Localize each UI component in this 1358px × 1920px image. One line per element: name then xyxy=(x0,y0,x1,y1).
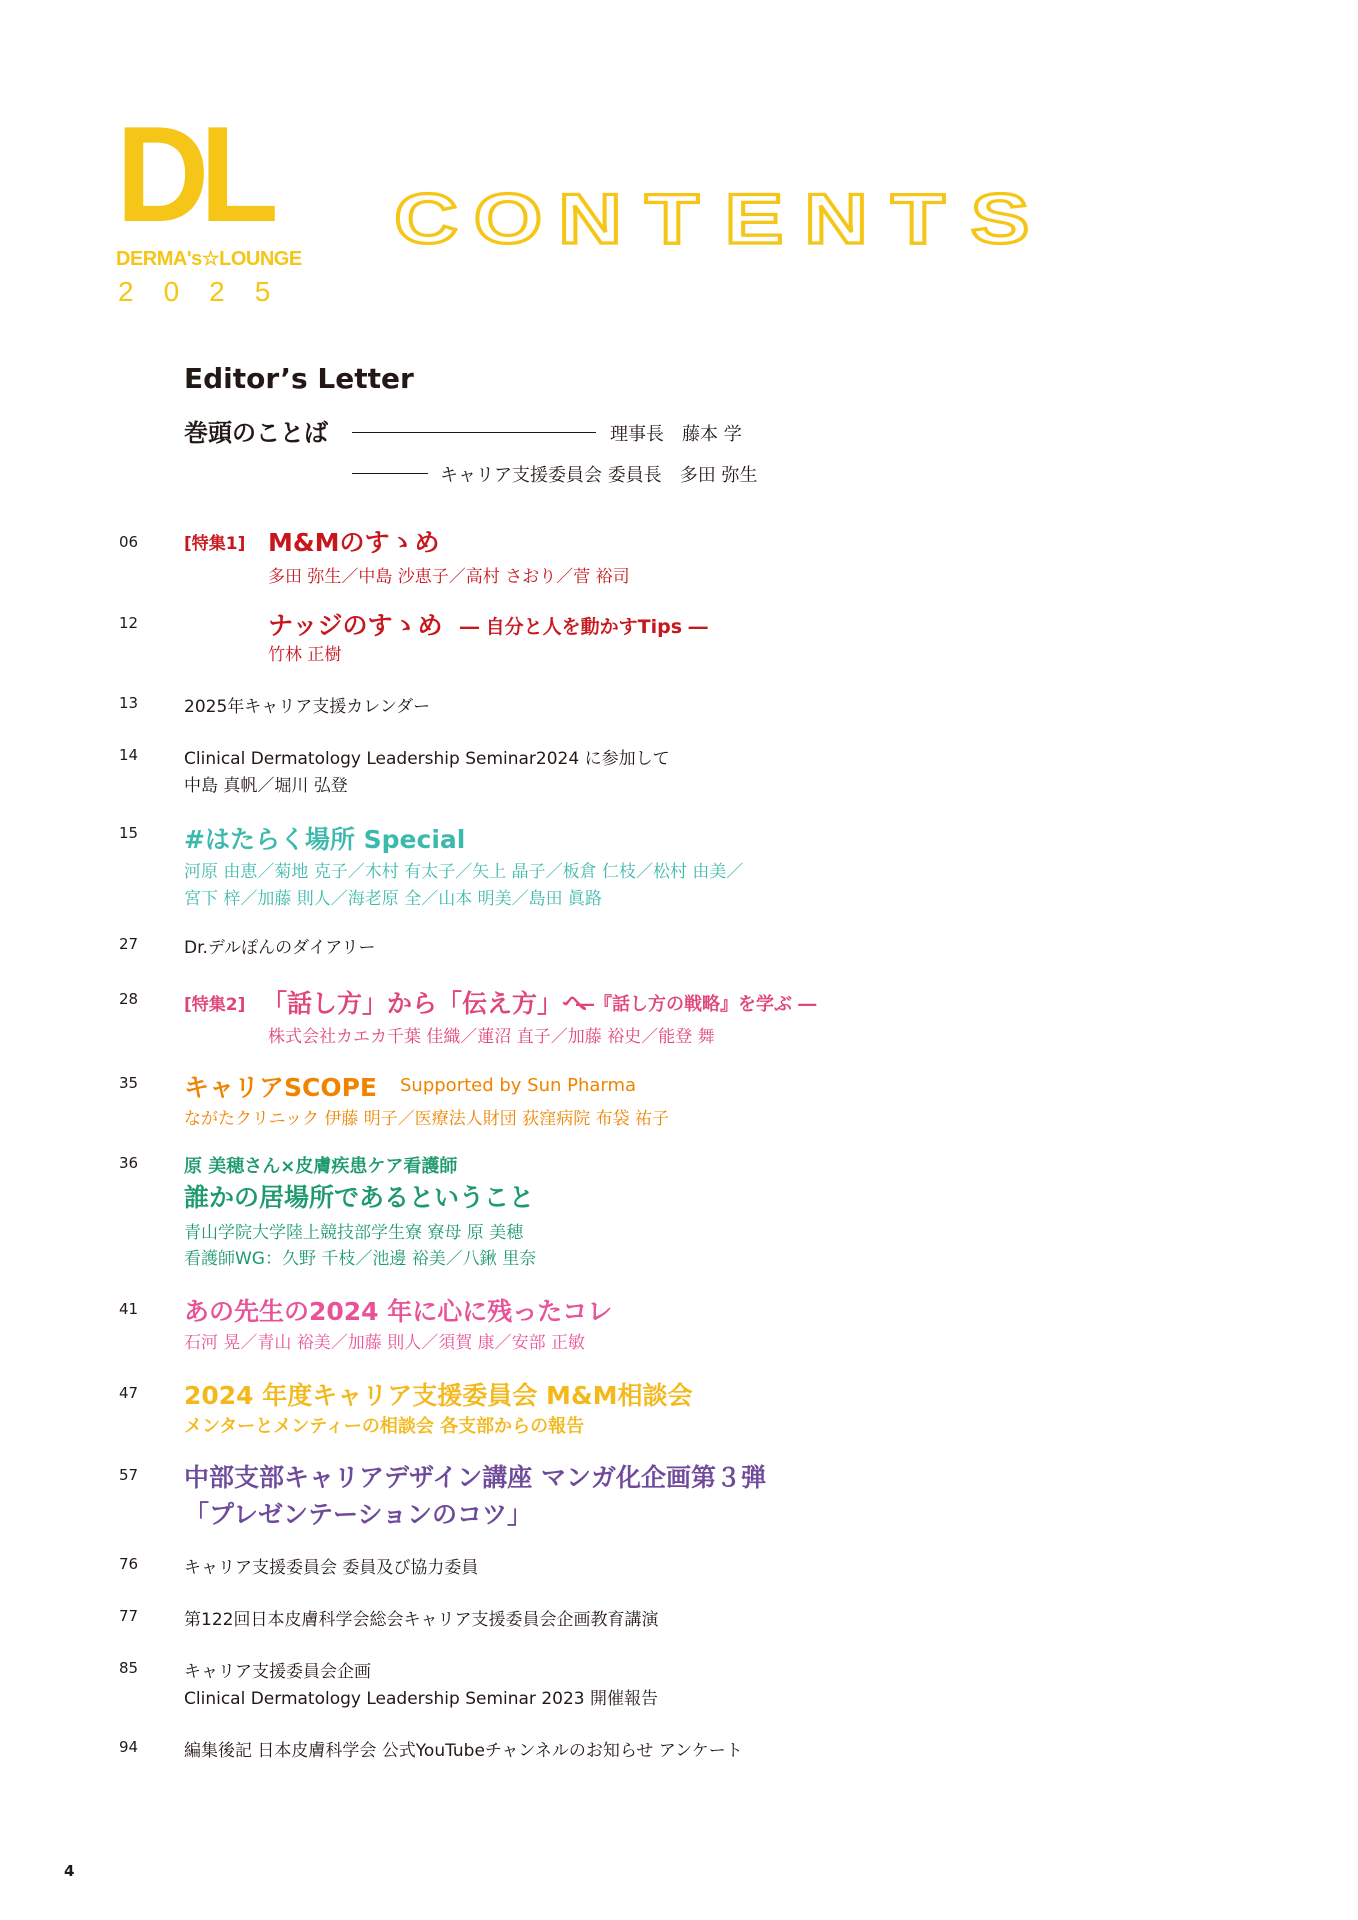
page-number: 35 xyxy=(119,1074,139,1092)
entry-subtitle: メンターとメンティーの相談会 各支部からの報告 xyxy=(184,1416,585,1437)
leader-line xyxy=(352,473,428,474)
page-number: 13 xyxy=(119,694,139,712)
entry-title: 編集後記 日本皮膚科学会 公式YouTubeチャンネルのお知らせ アンケート xyxy=(184,1741,743,1761)
entry-title: ナッジのすゝめ xyxy=(268,611,443,640)
contents-letter: S xyxy=(970,179,1030,259)
contents-letter: C xyxy=(394,179,458,259)
entry-title: キャリア支援委員会 委員及び協力委員 xyxy=(184,1558,479,1578)
editor-author-1: 理事長 藤本 学 xyxy=(610,424,742,445)
contents-letter: T xyxy=(645,179,699,259)
page-number: 77 xyxy=(119,1607,139,1625)
entry-title: 2024 年度キャリア支援委員会 M&M相談会 xyxy=(184,1381,693,1410)
entry-title: #はたらく場所 Special xyxy=(184,825,466,854)
page-number: 36 xyxy=(119,1154,139,1172)
entry-title: 「話し方」から「伝え方」へ xyxy=(262,989,588,1018)
feature-tag: [特集1] xyxy=(184,534,246,554)
entry-title: キャリア支援委員会企画 xyxy=(184,1662,371,1682)
entry-kicker: 原 美穂さん×皮膚疾患ケア看護師 xyxy=(184,1156,458,1177)
contents-letter: O xyxy=(473,179,543,259)
entry-authors: 中島 真帆／堀川 弘登 xyxy=(184,776,348,796)
entry-title: M&Mのすゝめ xyxy=(268,528,440,557)
leader-line xyxy=(352,432,596,433)
entry-authors: 多田 弥生／中島 沙恵子／高村 さおり／菅 裕司 xyxy=(268,567,630,587)
page-number: 15 xyxy=(119,824,139,842)
entry-authors: 河原 由恵／菊地 克子／木村 有太子／矢上 晶子／板倉 仁枝／松村 由美／ xyxy=(184,862,744,882)
kanto-heading: 巻頭のことば xyxy=(184,419,328,447)
page-number: 41 xyxy=(119,1300,139,1318)
feature-tag: [特集2] xyxy=(184,995,246,1015)
entry-title: あの先生の2024 年に心に残ったコレ xyxy=(184,1297,613,1326)
dl-logo-year: 2025 xyxy=(118,276,301,307)
page-number: 76 xyxy=(119,1555,139,1573)
page-number: 28 xyxy=(119,990,139,1008)
page-number: 14 xyxy=(119,746,139,764)
contents-letter: E xyxy=(724,179,784,259)
entry-title-extra: ―『話し方の戦略』を学ぶ ― xyxy=(576,994,817,1015)
page-number: 85 xyxy=(119,1659,139,1677)
dl-logo-mark: DL xyxy=(116,98,270,250)
entry-authors: 青山学院大学陸上競技部学生寮 寮母 原 美穂 xyxy=(184,1223,524,1243)
entry-title: 2025年キャリア支援カレンダー xyxy=(184,697,431,717)
contents-heading xyxy=(385,174,1041,264)
page-folio: 4 xyxy=(64,1862,75,1880)
entry-title: 第122回日本皮膚科学会総会キャリア支援委員会企画教育講演 xyxy=(184,1610,659,1630)
entry-title: キャリアSCOPE xyxy=(184,1073,378,1102)
page-number: 94 xyxy=(119,1738,139,1756)
entry-title: Clinical Dermatology Leadership Seminar2024 に参加して xyxy=(184,749,670,769)
contents-letter: N xyxy=(558,179,622,259)
entry-authors: 看護師WG：久野 千枝／池邊 裕美／八鍬 里奈 xyxy=(184,1249,537,1269)
entry-authors: 株式会社カエカ千葉 佳織／蓮沼 直子／加藤 裕史／能登 舞 xyxy=(268,1027,715,1047)
page-number: 47 xyxy=(119,1384,139,1402)
entry-title: Dr.デルぽんのダイアリー xyxy=(184,938,376,958)
entry-title-line2: Clinical Dermatology Leadership Seminar 2023 開催報告 xyxy=(184,1689,658,1709)
entry-title-line2: 「プレゼンテーションのコツ」 xyxy=(184,1500,533,1529)
dl-logo-subtitle: DERMA's☆LOUNGE xyxy=(116,248,302,270)
entry-authors: ながたクリニック 伊藤 明子／医療法人財団 荻窪病院 布袋 祐子 xyxy=(184,1109,669,1129)
page-number: 06 xyxy=(119,533,139,551)
page-number: 27 xyxy=(119,935,139,953)
entry-title: 中部支部キャリアデザイン講座 マンガ化企画第３弾 xyxy=(184,1463,766,1492)
entry-authors: 宮下 梓／加藤 則人／海老原 全／山本 明美／島田 眞路 xyxy=(184,889,603,909)
page-number: 57 xyxy=(119,1466,139,1484)
entry-authors: 石河 晃／青山 裕美／加藤 則人／須賀 康／安部 正敏 xyxy=(184,1333,586,1353)
editor-letter-heading: Editor’s Letter xyxy=(184,362,414,395)
editor-author-2: キャリア支援委員会 委員長 多田 弥生 xyxy=(440,465,758,486)
contents-letter: N xyxy=(804,179,868,259)
entry-sponsor: Supported by Sun Pharma xyxy=(400,1075,637,1096)
entry-authors: 竹林 正樹 xyxy=(268,645,342,665)
contents-letter: T xyxy=(891,179,945,259)
entry-title: 誰かの居場所であるということ xyxy=(184,1183,535,1212)
page-number: 12 xyxy=(119,614,139,632)
entry-title-extra: ― 自分と人を動かすTips ― xyxy=(460,616,708,638)
